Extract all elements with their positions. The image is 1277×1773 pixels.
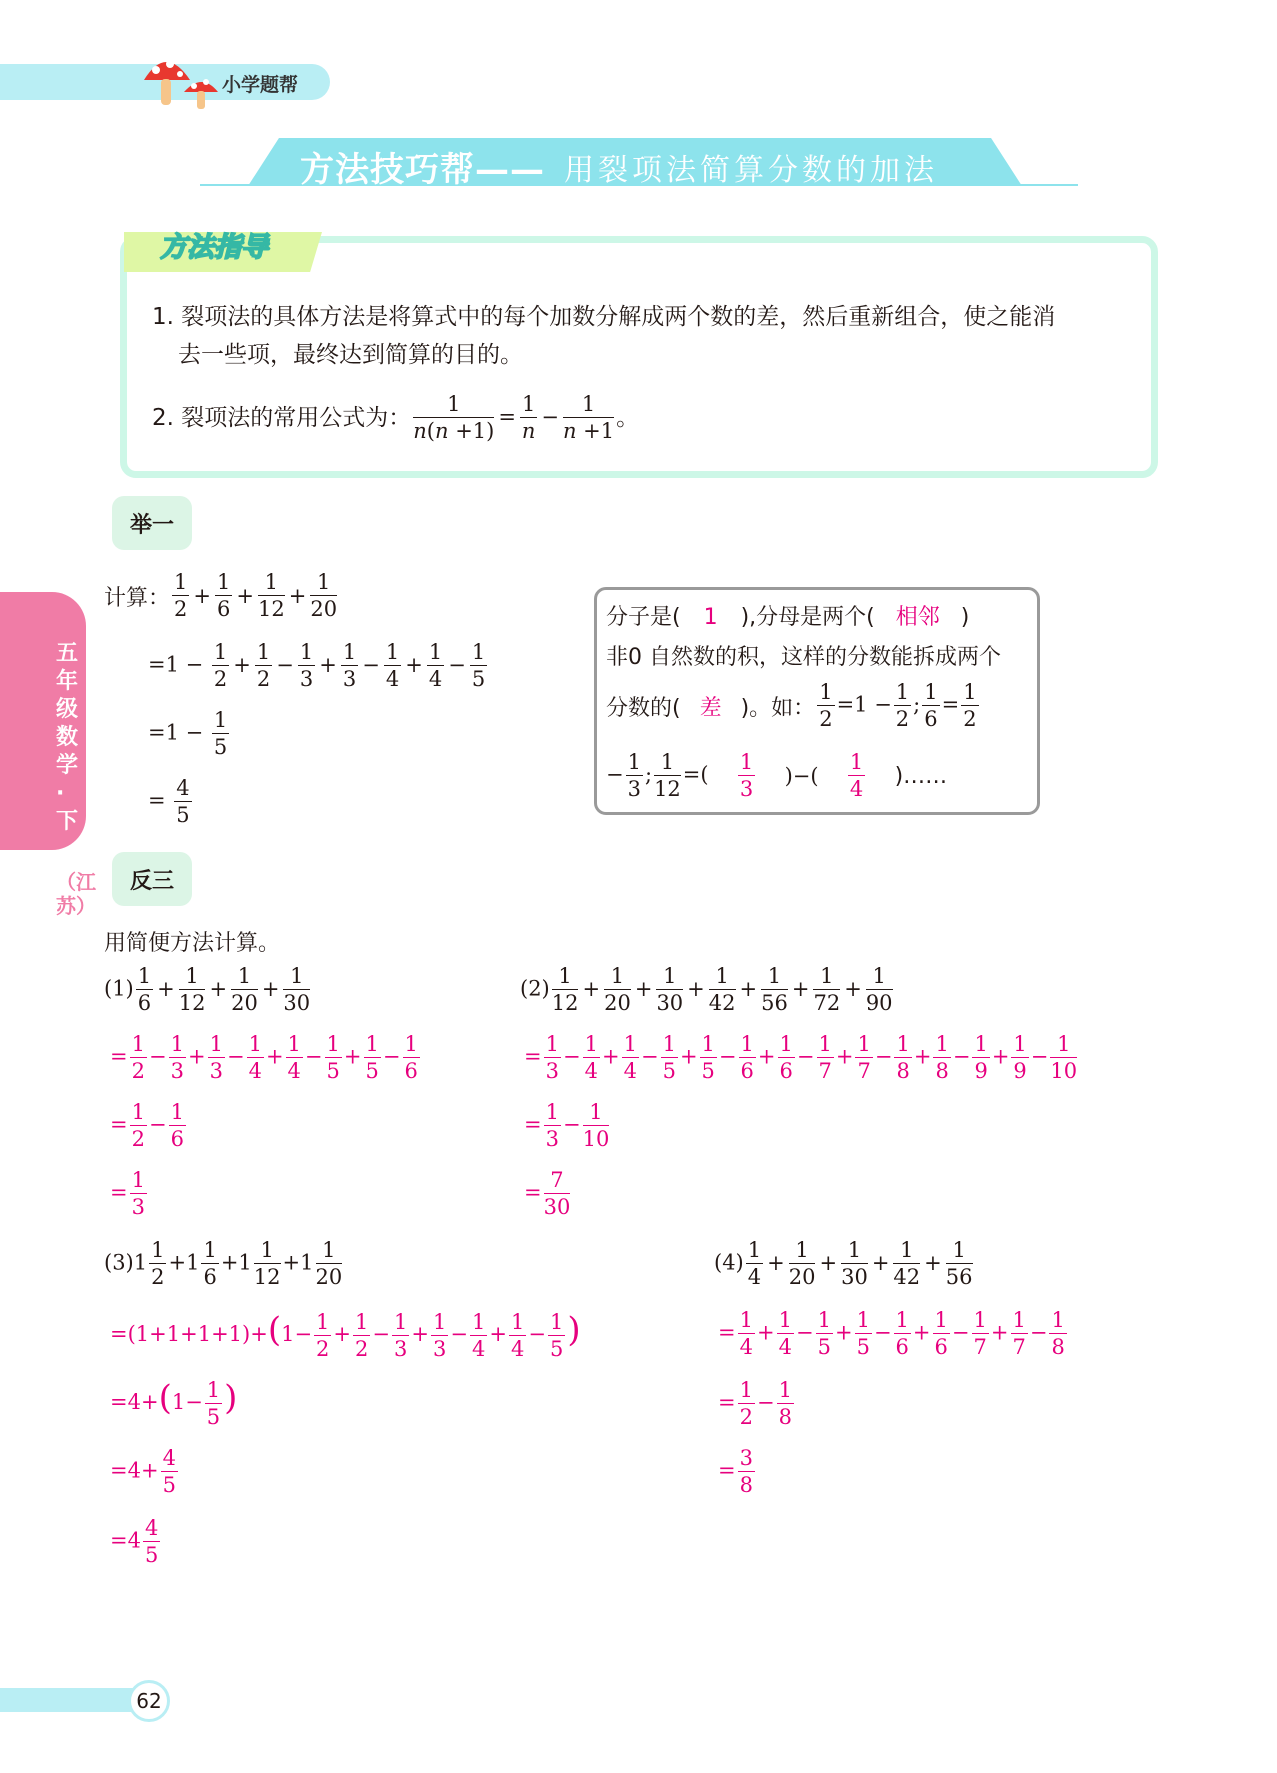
problem-4-answer: = $\frac{3}{8}$: [718, 1446, 753, 1497]
problem-4-step1: = $\frac{1}{4}$ + $\frac{1}{4}$ − $\frac{1}{5}$ + $\frac{1}{5}$ − $\frac{1}{6}$ + $\frac{1}{6}$ − $\frac{1}{7}$ + $\frac{1}{7}$ − $\frac{1}{8}$: [718, 1308, 1065, 1359]
example-problem: 计算： 1 2 + $\frac{1}{6}$ + $\frac{1}{12}$ + $\frac{1}{20}$: [104, 570, 338, 621]
problem-2: (2) $\frac{1}{12}$ + $\frac{1}{20}$ + $\frac{1}{30}$ + $\frac{1}{42}$ + $\frac{1}{56}$ + $\frac{1}{72}$ + $\frac{1}{90}$: [520, 964, 893, 1015]
problem-4: (4) $\frac{1}{4}$ + $\frac{1}{20}$ + $\frac{1}{30}$ + $\frac{1}{42}$ + $\frac{1}{56}$: [714, 1238, 973, 1289]
problem-3-answer: =4 $\frac{4}{5}$: [110, 1516, 159, 1567]
problem-2-step2: = $\frac{1}{3}$ − $\frac{1}{10}$: [524, 1100, 610, 1151]
mushroom-icon: [138, 50, 234, 112]
method-line1-cont: 去一些项，最终达到简算的目的。: [178, 342, 523, 368]
method-tab-label: 方法指导: [160, 232, 268, 263]
problem-1-step2: = $\frac{1}{2}$ − $\frac{1}{6}$: [110, 1100, 184, 1151]
example-step1: =1 − $\frac{1}{2}$ + $\frac{1}{2}$ − $\frac{1}{3}$ + $\frac{1}{3}$ − $\frac{1}{4}$ + $\frac{1}{4}$ − $\frac{1}{5}$: [148, 640, 486, 691]
page-number: 62: [128, 1680, 170, 1722]
problem-1-answer: = $\frac{1}{3}$: [110, 1168, 145, 1219]
problem-3-step1: =(1+1+1+1)+(1− $\frac{1}{2}$ + $\frac{1}{2}$ − $\frac{1}{3}$ + $\frac{1}{3}$ − $\frac{1}{4}$ + $\frac{1}{4}$ − $\frac{1}{5}$ ): [110, 1309, 581, 1361]
brand-label: 小学题帮: [222, 74, 299, 96]
hint-line2: 非0 自然数的积，这样的分数能拆成两个: [606, 645, 1001, 670]
problem-2-answer: = $\frac{7}{30}$: [524, 1168, 571, 1219]
hint-line4: − $\frac{1}{3}$ ; $\frac{1}{12}$ =( $\frac{1}{3}$ )−( $\frac{1}{4}$ )……: [606, 750, 948, 801]
sidebar-grade: 五年级数学·下: [56, 641, 79, 834]
example-tag: 举一: [112, 496, 192, 550]
sidebar-region: （江苏）: [56, 870, 96, 918]
hint-line3: 分数的( 差 )。如： $\frac{1}{2}$ =1 − $\frac{1}{2}$ ; $\frac{1}{6}$ = $\frac{1}{2}$: [606, 680, 977, 731]
problem-3-step2: =4+(1− $\frac{1}{5}$ ): [110, 1377, 238, 1429]
problem-3: (3)1 $\frac{1}{2}$ +1 $\frac{1}{6}$ +1 $\frac{1}{12}$ +1 $\frac{1}{20}$: [104, 1238, 343, 1289]
practice-instruction: 用简便方法计算。: [104, 931, 281, 956]
method-line1: 1. 裂项法的具体方法是将算式中的每个加数分解成两个数的差，然后重新组合，使之能消: [152, 304, 1056, 330]
problem-2-step1: = $\frac{1}{3}$ − $\frac{1}{4}$ + $\frac{1}{4}$ − $\frac{1}{5}$ + $\frac{1}{5}$ − $\frac{1}{6}$ + $\frac{1}{6}$ − $\frac{1}{7}$ + $\frac{1}{7}$ − $\frac{1}{8}$ + $\frac{1}{8}$ − $\frac{1}{9}$ + $\frac{1}{9}$ − $\frac{1}{10}$: [524, 1032, 1078, 1083]
hint-line1: 分子是( 1 ),分母是两个( 相邻 ): [606, 605, 970, 630]
problem-1-step1: = $\frac{1}{2}$ − $\frac{1}{3}$ + $\frac{1}{3}$ − $\frac{1}{4}$ + $\frac{1}{4}$ − $\frac{1}{5}$ + $\frac{1}{5}$ − $\frac{1}{6}$: [110, 1032, 418, 1083]
practice-tag: 反三: [112, 852, 192, 906]
example-step3: = $\frac{4}{5}$: [148, 776, 190, 827]
page-subtitle: 用裂项法简算分数的加法: [564, 153, 938, 188]
formula: $\frac{1}{n(n +1)}$ = $\frac{1}{n}$ − $\frac{1}{n +1}$: [413, 392, 615, 443]
problem-3-step3: =4+ $\frac{4}{5}$: [110, 1446, 176, 1497]
method-line2: 2. 裂项法的常用公式为： $\frac{1}{n(n +1)}$ = $\frac{1}{n}$ − $\frac{1}{n +1}$ 。: [152, 392, 640, 443]
problem-1: (1) $\frac{1}{6}$ + $\frac{1}{12}$ + $\frac{1}{20}$ + $\frac{1}{30}$: [104, 964, 311, 1015]
method-line2-label: 2. 裂项法的常用公式为：: [152, 405, 412, 431]
page-title: 方法技巧帮——: [300, 150, 545, 190]
problem-4-step2: = $\frac{1}{2}$ − $\frac{1}{8}$: [718, 1378, 792, 1429]
example-step2: =1 − $\frac{1}{5}$: [148, 708, 228, 759]
